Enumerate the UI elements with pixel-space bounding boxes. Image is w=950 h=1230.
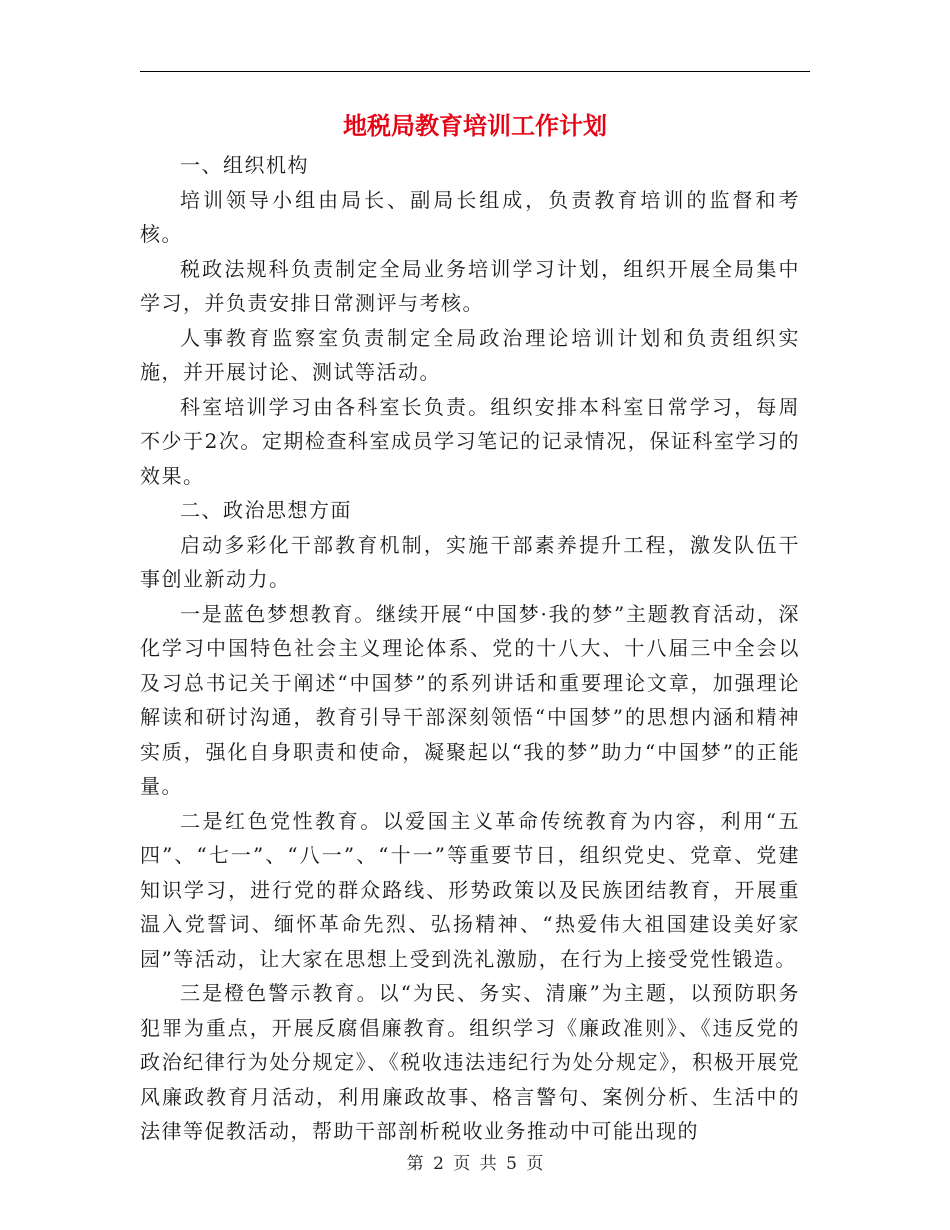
paragraph: 三是橙色警示教育。以“为民、务实、清廉”为主题，以预防职务犯罪为重点，开展反腐倡廉教育。组织学习《廉政准则》、《违反党的政治纪律行为处分规定》、《税收违法违纪行为处分规定》，积极开展党风廉政教育月活动，利用廉政故事、格言警句、案例分析、生活中的法律等促教活动，帮助干部剖析税收业务推动中可能出现的	[140, 981, 800, 1143]
paragraph: 启动多彩化干部教育机制，实施干部素养提升工程，激发队伍干事创业新动力。	[140, 532, 800, 591]
section-heading-political: 二、政治思想方面	[180, 498, 352, 522]
paragraph: 培训领导小组由局长、副局长组成，负责教育培训的监督和考核。	[140, 187, 800, 246]
paragraph: 二是红色党性教育。以爱国主义革命传统教育为内容，利用“五四”、“七一”、“八一”、“十一”等重要节日，组织党史、党章、党建知识学习，进行党的群众路线、形势政策以及民族团结教育，开展重温入党誓词、缅怀革命先烈、弘扬精神、“热爱伟大祖国建设美好家园”等活动，让大家在思想上受到洗礼激励，在行为上接受党性锻造。	[140, 808, 800, 971]
page-number: 第 2 页 共 5 页	[406, 1154, 544, 1174]
paragraph: 科室培训学习由各科室长负责。组织安排本科室日常学习，每周不少于2次。定期检查科室成员学习笔记的记录情况，保证科室学习的效果。	[140, 394, 800, 488]
paragraph: 税政法规科负责制定全局业务培训学习计划，组织开展全局集中学习，并负责安排日常测评与考核。	[140, 256, 800, 315]
header-rule	[140, 71, 810, 72]
document-title: 地税局教育培训工作计划	[343, 111, 607, 140]
document-body	[140, 148, 800, 1149]
paragraph: 一是蓝色梦想教育。继续开展“中国梦·我的梦”主题教育活动，深化学习中国特色社会主义理论体系、党的十八大、十八届三中全会以及习总书记关于阐述“中国梦”的系列讲话和重要理论文章，加强理论解读和研讨沟通，教育引导干部深刻领悟“中国梦”的思想内涵和精神实质，强化自身职责和使命，凝聚起以“我的梦”助力“中国梦”的正能量。	[140, 601, 800, 798]
paragraph: 人事教育监察室负责制定全局政治理论培训计划和负责组织实施，并开展讨论、测试等活动。	[140, 325, 800, 384]
section-heading-organization: 一、组织机构	[180, 153, 309, 177]
